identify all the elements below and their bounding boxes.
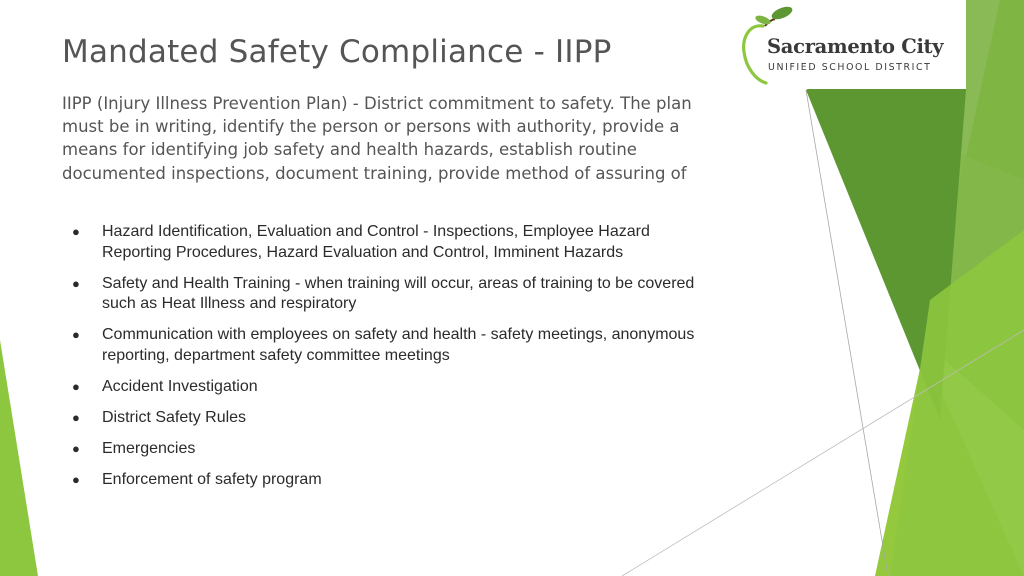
bullet-item <box>72 222 712 263</box>
bullet-dot: ● <box>72 409 80 425</box>
bullet-text: Emergencies <box>102 439 196 457</box>
logo-name: Sacramento City <box>767 35 944 58</box>
bullet-text: Hazard Identification, Evaluation and Control - Inspections, Employee Hazard Reporting Procedures, Hazard Evaluation and Control, Imminent Hazards <box>102 223 650 261</box>
bullet-text: Communication with employees on safety and health - safety meetings, anonymous reporting, department safety committee meetings <box>102 326 695 364</box>
bullet-text: District Safety Rules <box>102 408 247 426</box>
bullet-dot: ● <box>72 275 80 291</box>
bullet-item <box>72 274 712 315</box>
intro-paragraph: IIPP (Injury Illness Prevention Plan) - District commitment to safety. The plan must be in writing, identify the person or persons with authority, provide a means for identifying job safety and health hazards, establish routine documented inspections, document training, provide method of assuring of <box>62 94 692 183</box>
bullet-list <box>72 222 712 501</box>
bullet-dot: ● <box>72 224 80 239</box>
bullet-text: Safety and Health Training - when training will occur, areas of training to be covered such as Heat Illness and respiratory <box>102 274 695 312</box>
bullet-item <box>72 377 712 398</box>
left-edge-green-triangle <box>0 340 38 576</box>
bullet-text: Enforcement of safety program <box>102 470 322 488</box>
bullet-item <box>72 325 712 366</box>
bullet-dot: ● <box>72 471 80 487</box>
district-logo <box>735 0 966 89</box>
bullet-dot: ● <box>72 440 80 456</box>
bullet-item <box>72 408 712 429</box>
logo-subtitle: UNIFIED SCHOOL DISTRICT <box>768 62 932 73</box>
bullet-item <box>72 470 712 491</box>
bullet-dot: ● <box>72 378 80 394</box>
bullet-item <box>72 439 712 460</box>
slide-title: Mandated Safety Compliance - IIPP <box>62 34 612 70</box>
bullet-text: Accident Investigation <box>102 377 258 395</box>
bullet-dot: ● <box>72 327 80 342</box>
